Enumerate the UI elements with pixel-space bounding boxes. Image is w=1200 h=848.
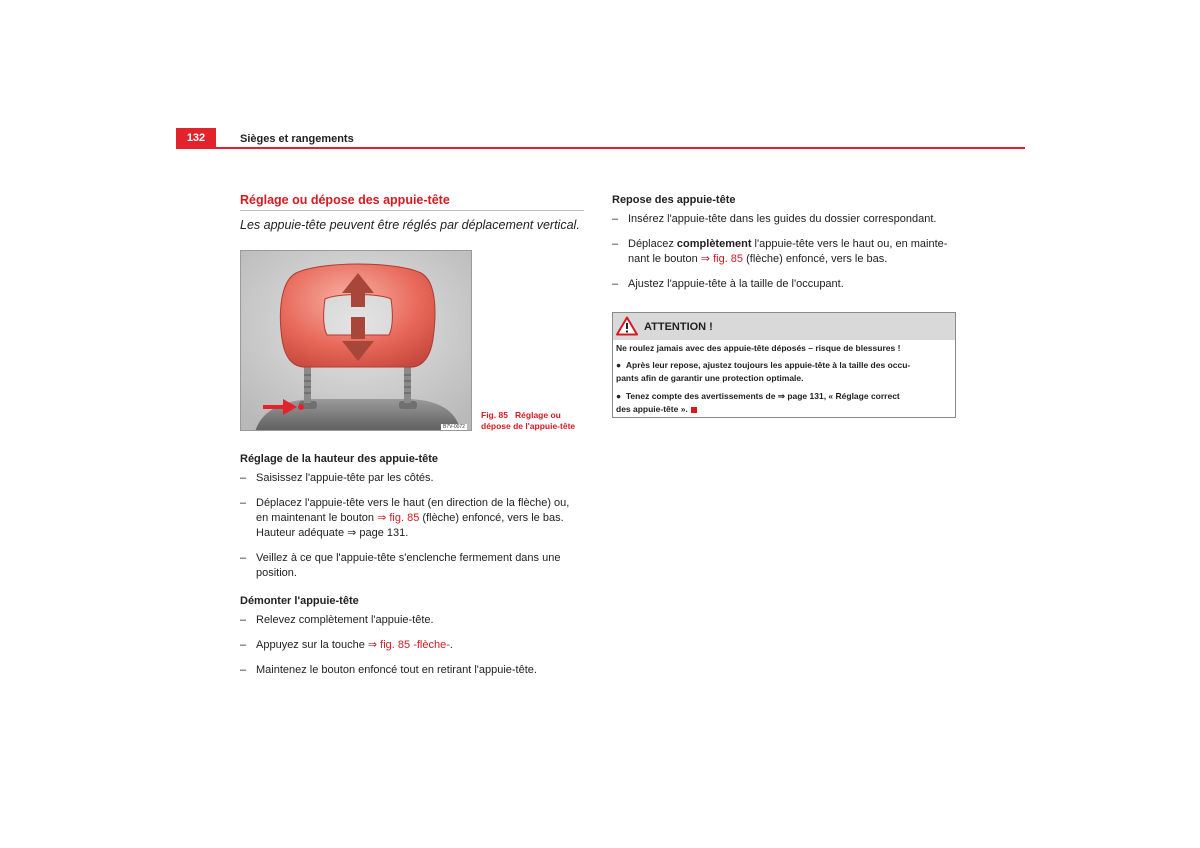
chapter-title: Sièges et rangements — [240, 133, 354, 145]
adjust-step-1: – Saisissez l'appuie-tête par les côtés. — [240, 472, 434, 484]
release-button — [298, 404, 304, 410]
warning-bullet-1: ● Après leur repose, ajustez toujours les appuie-tête à la taille des occu- pants afin de garantir une protection optimale. — [616, 360, 911, 383]
page-number: 132 — [176, 128, 216, 148]
section-intro: Les appuie-tête peuvent être réglés par déplacement vertical. — [240, 218, 580, 232]
figure-caption: Fig. 85 Réglage ou dépose de l'appuie-tête — [481, 410, 576, 431]
warning-triangle-icon — [616, 316, 638, 336]
bullet-icon: ● — [616, 360, 622, 370]
fig-85-link[interactable]: ⇒ fig. 85 — [377, 512, 420, 524]
warning-title: ATTENTION ! — [644, 321, 713, 333]
fig-85-arrow-link[interactable]: ⇒ fig. 85 -flèche- — [367, 639, 450, 651]
bullet-icon: ● — [616, 391, 622, 401]
headrest-illustration — [241, 251, 472, 431]
warning-line-1: Ne roulez jamais avec des appuie-tête déposés – risque de blessures ! — [616, 343, 901, 353]
remove-step-3: – Maintenez le bouton enfoncé tout en retirant l'appuie-tête. — [240, 664, 537, 676]
refit-heading: Repose des appuie-tête — [612, 194, 736, 206]
refit-step-1: – Insérez l'appuie-tête dans les guides du dossier correspondant. — [612, 213, 937, 225]
header-rule — [176, 147, 1025, 149]
remove-step-2: – Appuyez sur la touche ⇒ fig. 85 -flèche-. — [240, 639, 453, 651]
warning-bullet-2: ● Tenez compte des avertissements de ⇒ page 131, « Réglage correct des appuie-tête ». — [616, 391, 900, 414]
adjust-step-3: – Veillez à ce que l'appuie-tête s'enclenche fermement dans une position. — [240, 552, 561, 579]
refit-step-2: – Déplacez complètement l'appuie-tête vers le haut ou, en mainte- nant le bouton ⇒ fig. 85 (flèche) enfoncé, vers le bas. — [612, 238, 948, 265]
fig-85-link-2[interactable]: ⇒ fig. 85 — [700, 253, 744, 265]
refit-step-3: – Ajustez l'appuie-tête à la taille de l'occupant. — [612, 278, 844, 290]
adjust-step-2: – Déplacez l'appuie-tête vers le haut (en direction de la flèche) ou, en maintenant le bouton ⇒ fig. 85 (flèche) enfoncé, vers le bas. Hauteur adéquate ⇒ page 131. — [240, 497, 570, 539]
end-marker-icon — [691, 407, 697, 413]
remove-step-1: – Relevez complètement l'appuie-tête. — [240, 614, 434, 626]
headrest-figure — [240, 250, 472, 431]
section-rule — [240, 210, 584, 211]
figure-code: B7V-0072 — [443, 424, 465, 430]
section-title: Réglage ou dépose des appuie-tête — [240, 193, 450, 207]
remove-heading: Démonter l'appuie-tête — [240, 595, 359, 607]
adjust-heading: Réglage de la hauteur des appuie-tête — [240, 453, 439, 465]
